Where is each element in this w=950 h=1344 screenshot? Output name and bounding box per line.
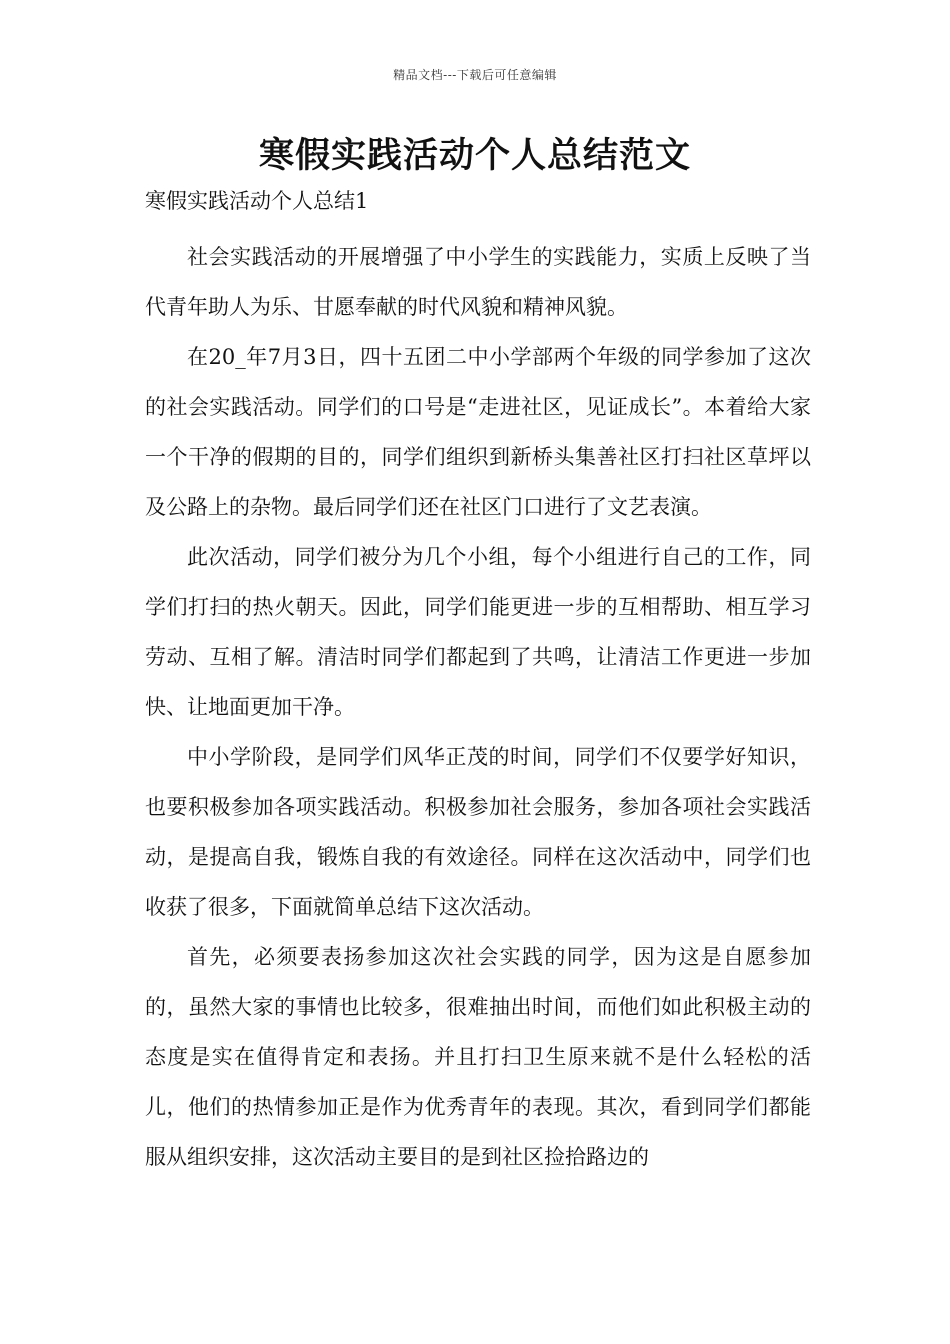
paragraph-3: 此次活动，同学们被分为几个小组，每个小组进行自己的工作，同学们打扫的热火朝天。因此，同学们能更进一步的互相帮助、相互学习劳动、互相了解。清洁时同学们都起到了共鸣，让清洁工作更进一步加快、让地面更加干净。 xyxy=(145,545,811,719)
paragraph-5: 首先，必须要表扬参加这次社会实践的同学，因为这是自愿参加的，虽然大家的事情也比较多，很难抽出时间，而他们如此积极主动的态度是实在值得肯定和表扬。并且打扫卫生原来就不是什么轻松的活儿，他们的热情参加正是作为优秀青年的表现。其次，看到同学们都能服从组织安排，这次活动主要目的是到社区捡拾路边的 xyxy=(145,945,811,1169)
paragraph-1: 社会实践活动的开展增强了中小学生的实践能力，实质上反映了当代青年助人为乐、甘愿奉献的时代风貌和精神风貌。 xyxy=(145,245,811,319)
paragraph-4: 中小学阶段，是同学们风华正茂的时间，同学们不仅要学好知识，也要积极参加各项实践活动。积极参加社会服务，参加各项社会实践活动，是提高自我，锻炼自我的有效途径。同样在这次活动中，同学们也收获了很多，下面就简单总结下这次活动。 xyxy=(145,745,811,919)
paragraph-2: 在20_年7月3日，四十五团二中小学部两个年级的同学参加了这次的社会实践活动。同学们的口号是“走进社区，见证成长”。本着给大家一个干净的假期的目的，同学们组织到新桥头集善社区打扫社区草坪以及公路上的杂物。最后同学们还在社区门口进行了文艺表演。 xyxy=(145,345,811,519)
section-subtitle: 寒假实践活动个人总结1 xyxy=(145,189,369,213)
document-body xyxy=(145,182,811,1182)
document-title: 寒假实践活动个人总结范文 xyxy=(258,136,691,176)
header-note: 精品文档---下载后可任意编辑 xyxy=(393,68,557,82)
